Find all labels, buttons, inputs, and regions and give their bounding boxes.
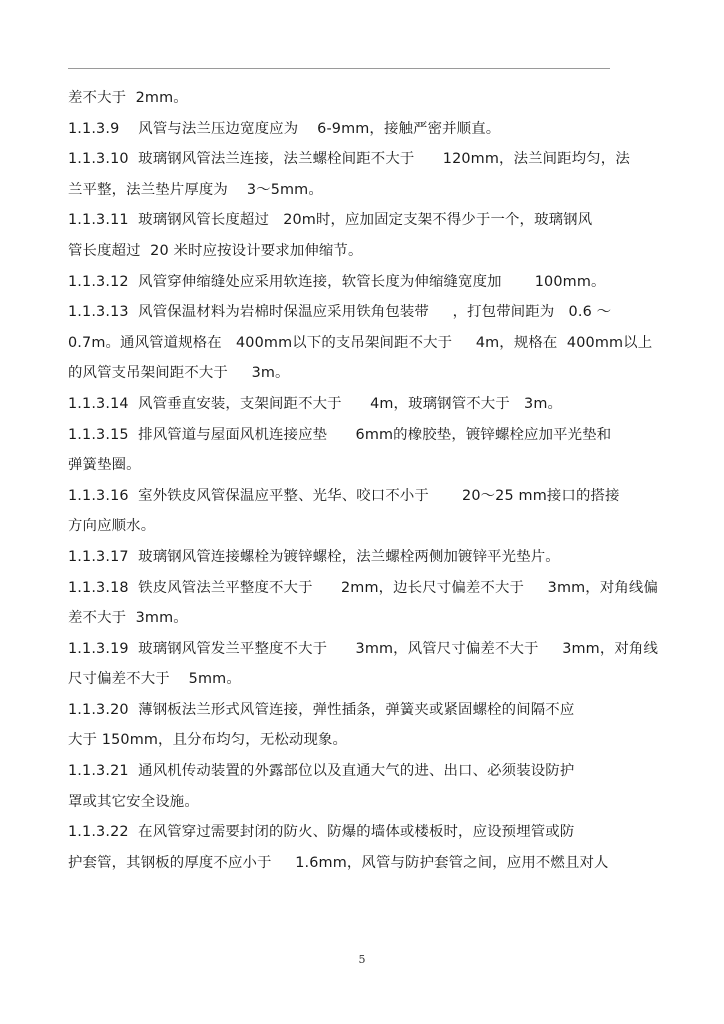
text-line: 1.1.3.15 排风管道与屋面风机连接应垫 6mm的橡胶垫，镀锌螺栓应加平光垫和 xyxy=(68,426,612,443)
text-line: 1.1.3.17 玻璃钢风管连接螺栓为镀锌螺栓，法兰螺栓两侧加镀锌平光垫片。 xyxy=(68,548,560,565)
text-line: 1.1.3.10 玻璃钢风管法兰连接，法兰螺栓间距不大于 120mm，法兰间距均匀，法 xyxy=(68,151,630,168)
text-line: 1.1.3.11 玻璃钢风管长度超过 20m时，应加固定支架不得少于一个，玻璃钢风 xyxy=(68,212,593,229)
text-line: 0.7m。通风管道规格在 400mm以下的支吊架间距不大于 4m，规格在 400mm以上 xyxy=(68,334,653,351)
text-line: 1.1.3.14 风管垂直安装，支架间距不大于 4m，玻璃钢管不大于 3m。 xyxy=(68,395,563,412)
document-body xyxy=(68,83,668,878)
text-line: 兰平整，法兰垫片厚度为 3～5mm。 xyxy=(68,181,323,198)
text-line: 方向应顺水。 xyxy=(68,518,156,535)
text-line: 尺寸偏差不大于 5mm。 xyxy=(68,671,241,688)
page-number: 5 xyxy=(358,953,366,966)
text-line: 差不大于 2mm。 xyxy=(68,90,188,106)
text-line: 1.1.3.9 风管与法兰压边宽度应为 6-9mm，接触严密并顺直。 xyxy=(68,120,501,137)
text-line: 1.1.3.19 玻璃钢风管发兰平整度不大于 3mm，风管尺寸偏差不大于 3mm，对角线 xyxy=(68,640,659,657)
text-line: 1.1.3.18 铁皮风管法兰平整度不大于 2mm，边长尺寸偏差不大于 3mm，对角线偏 xyxy=(68,579,659,596)
header-rule xyxy=(68,68,610,69)
text-line: 1.1.3.16 室外铁皮风管保温应平整、光华、咬口不小于 20～25 mm接口的搭接 xyxy=(68,487,620,504)
text-line: 罩或其它安全设施。 xyxy=(68,793,199,810)
text-line: 1.1.3.22 在风管穿过需要封闭的防火、防爆的墙体或楼板时，应设预埋管或防 xyxy=(68,824,575,841)
text-line: 大于 150mm，且分布均匀，无松动现象。 xyxy=(68,732,348,749)
text-line: 的风管支吊架间距不大于 3m。 xyxy=(68,365,290,382)
text-line: 1.1.3.21 通风机传动装置的外露部位以及直通大气的进、出口、必须装设防护 xyxy=(68,763,575,780)
text-line: 1.1.3.13 风管保温材料为岩棉时保温应采用铁角包装带 ，打包带间距为 0.6 ～ xyxy=(68,304,612,321)
text-line: 弹簧垫圈。 xyxy=(68,457,141,474)
text-line: 管长度超过 20 米时应按设计要求加伸缩节。 xyxy=(68,242,363,259)
text-line: 1.1.3.20 薄钢板法兰形式风管连接，弹性插条，弹簧夹或紧固螺栓的间隔不应 xyxy=(68,701,575,718)
text-line: 1.1.3.12 风管穿伸缩缝处应采用软连接，软管长度为伸缩缝宽度加 100mm。 xyxy=(68,273,606,290)
text-line: 护套管，其钢板的厚度不应小于 1.6mm，风管与防护套管之间，应用不燃且对人 xyxy=(68,854,609,871)
text-line: 差不大于 3mm。 xyxy=(68,610,188,627)
